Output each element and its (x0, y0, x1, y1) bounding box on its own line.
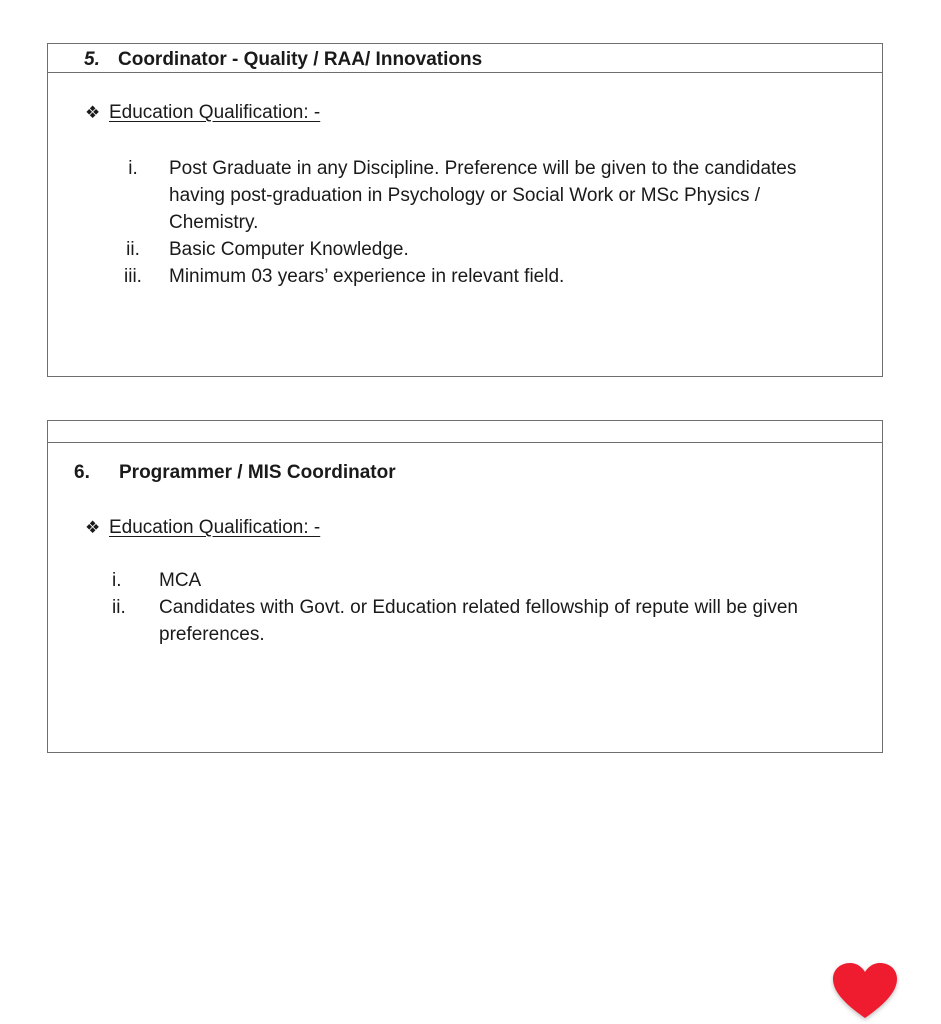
list-item (118, 263, 838, 290)
diamond-bullet-icon: ❖ (85, 518, 101, 537)
section-title (74, 462, 396, 484)
section-box-programmer (47, 420, 883, 753)
section-number: 5. (84, 49, 100, 70)
list-item-line: MCA (159, 570, 202, 591)
list-item-line: preferences. (159, 624, 265, 645)
list-item-line: Post Graduate in any Discipline. Preference will be given to the candidates (169, 158, 797, 179)
diamond-bullet-icon: ❖ (85, 103, 101, 122)
section-number: 6. (74, 462, 90, 483)
list-numeral: i. (112, 570, 122, 591)
subheading-label: Education Qualification: - (109, 102, 321, 123)
section-title-text: Programmer / MIS Coordinator (119, 462, 396, 483)
list-item (112, 567, 842, 594)
list-item-line: Candidates with Govt. or Education related fellowship of repute will be given (159, 597, 798, 618)
subheading-label: Education Qualification: - (109, 517, 321, 538)
section-header-row (48, 421, 882, 443)
list-item (112, 594, 842, 648)
list-item (118, 236, 838, 263)
list-item-line: Basic Computer Knowledge. (169, 239, 409, 260)
list-item-line: Minimum 03 years’ experience in relevant field. (169, 266, 565, 287)
qualification-list (112, 567, 842, 648)
section-title-text: Coordinator - Quality / RAA/ Innovations (118, 49, 483, 70)
list-numeral: iii. (124, 266, 142, 287)
education-qualification-heading (85, 102, 320, 124)
qualification-list (118, 155, 838, 290)
section-box-coordinator (47, 43, 883, 377)
list-numeral: i. (128, 158, 138, 179)
heart-icon[interactable] (830, 960, 900, 1022)
list-item (118, 155, 838, 236)
list-item-line: having post-graduation in Psychology or Social Work or MSc Physics / (169, 185, 761, 206)
section-title (84, 49, 482, 71)
list-numeral: ii. (112, 597, 126, 618)
list-numeral: ii. (126, 239, 140, 260)
education-qualification-heading (85, 517, 320, 539)
list-item-line: Chemistry. (169, 212, 259, 233)
section-header-row (48, 44, 882, 73)
